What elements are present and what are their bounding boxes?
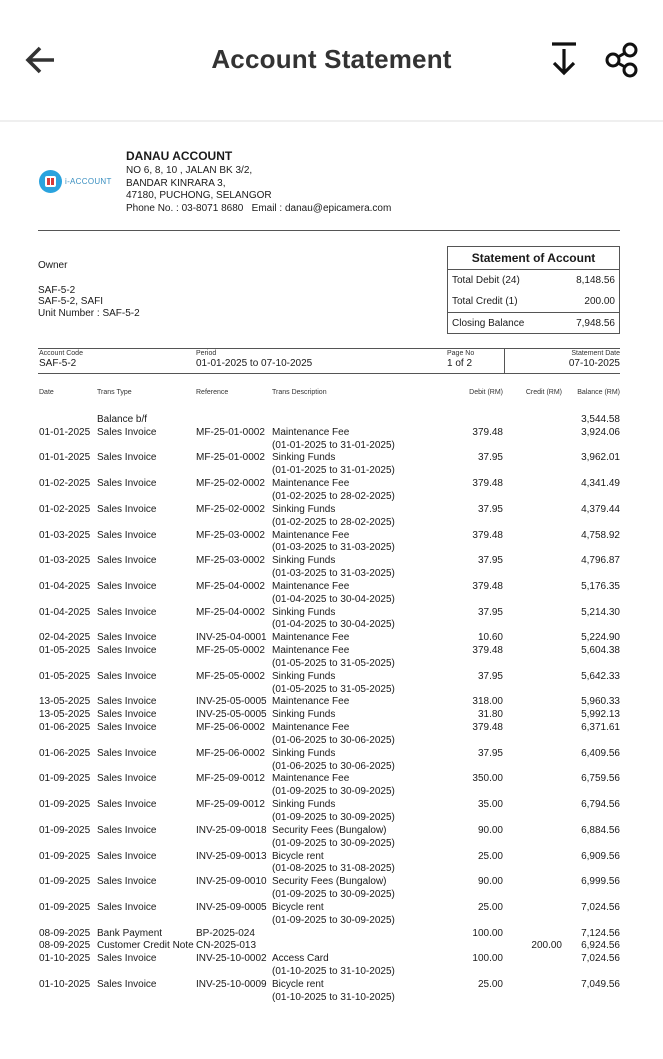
cell-desc2: (01-06-2025 to 30-06-2025)	[272, 734, 395, 746]
cell-balance: 6,759.56	[581, 773, 620, 785]
cell-debit: 37.95	[477, 670, 503, 682]
table-row	[38, 953, 620, 979]
cell-balance: 6,371.61	[581, 722, 620, 734]
cell-balance: 4,341.49	[581, 478, 620, 490]
period-value: 01-01-2025 to 07-10-2025	[196, 358, 313, 369]
table-row	[38, 414, 620, 427]
download-button[interactable]	[545, 40, 585, 80]
cell-balance: 5,176.35	[581, 580, 620, 592]
cell-debit: 100.00	[472, 953, 503, 965]
cell-ref: INV-25-10-0002	[196, 953, 267, 965]
cell-type: Sales Invoice	[97, 824, 157, 836]
cell-desc2: (01-10-2025 to 31-10-2025)	[272, 991, 395, 1003]
cell-type: Sales Invoice	[97, 670, 157, 682]
owner-line: Unit Number : SAF-5-2	[38, 307, 140, 319]
col-type: Trans Type	[97, 389, 132, 396]
cell-type: Sales Invoice	[97, 722, 157, 734]
cell-desc: Maintenance Fee	[272, 478, 350, 490]
page-cell	[447, 350, 474, 369]
cell-balance: 4,796.87	[581, 555, 620, 567]
cell-desc2: (01-08-2025 to 31-08-2025)	[272, 863, 395, 875]
cell-desc: Sinking Funds	[272, 452, 336, 464]
table-row	[38, 928, 620, 941]
col-debit: Debit (RM)	[469, 389, 503, 396]
cell-balance: 5,604.38	[581, 645, 620, 657]
cell-date: 01-10-2025	[39, 978, 91, 990]
cell-ref: MF-25-03-0002	[196, 555, 265, 567]
cell-ref: MF-25-01-0002	[196, 426, 265, 438]
cell-desc: Sinking Funds	[272, 606, 336, 618]
cell-balance: 7,024.56	[581, 953, 620, 965]
summary-label: Closing Balance	[452, 317, 525, 329]
address-line: NO 6, 8, 10 , JALAN BK 3/2,	[126, 165, 253, 177]
cell-debit: 25.00	[477, 978, 503, 990]
cell-debit: 90.00	[477, 824, 503, 836]
cell-type: Sales Invoice	[97, 978, 157, 990]
cell-desc: Maintenance Fee	[272, 580, 350, 592]
cell-date: 01-10-2025	[39, 953, 91, 965]
cell-balance: 5,992.13	[581, 709, 620, 721]
cell-balance: 5,642.33	[581, 670, 620, 682]
cell-type: Sales Invoice	[97, 503, 157, 515]
cell-desc: Maintenance Fee	[272, 645, 350, 657]
cell-ref: CN-2025-013	[196, 940, 257, 952]
cell-desc2: (01-04-2025 to 30-04-2025)	[272, 619, 395, 631]
cell-debit: 90.00	[477, 876, 503, 888]
cell-desc2: (01-09-2025 to 30-09-2025)	[272, 811, 395, 823]
cell-desc2: (01-05-2025 to 31-05-2025)	[272, 683, 395, 695]
cell-type: Sales Invoice	[97, 426, 157, 438]
cell-type: Sales Invoice	[97, 953, 157, 965]
cell-debit: 379.48	[472, 722, 503, 734]
table-row	[38, 530, 620, 556]
cell-type: Sales Invoice	[97, 580, 157, 592]
cell-desc: Sinking Funds	[272, 747, 336, 759]
col-credit: Credit (RM)	[525, 389, 562, 396]
cell-date: 01-01-2025	[39, 452, 91, 464]
cell-date: 01-03-2025	[39, 555, 91, 567]
cell-desc: Maintenance Fee	[272, 722, 350, 734]
table-row	[38, 607, 620, 633]
cell-debit: 25.00	[477, 850, 503, 862]
cell-balance: 3,962.01	[581, 452, 620, 464]
statement-date-cell	[569, 350, 620, 369]
cell-ref: MF-25-05-0002	[196, 670, 265, 682]
page-value: 1 of 2	[447, 358, 473, 369]
cell-balance: 3,544.58	[581, 414, 620, 425]
table-row	[38, 902, 620, 928]
cell-desc: Maintenance Fee	[272, 696, 350, 708]
table-row	[38, 979, 620, 1005]
cell-credit: 200.00	[531, 940, 562, 952]
cell-balance: 4,379.44	[581, 503, 620, 515]
table-row	[38, 581, 620, 607]
table-row	[38, 851, 620, 877]
cell-balance: 3,924.06	[581, 426, 620, 438]
cell-debit: 350.00	[472, 773, 503, 785]
cell-desc: Sinking Funds	[272, 709, 336, 721]
cell-ref: MF-25-02-0002	[196, 503, 265, 515]
cell-ref: MF-25-06-0002	[196, 747, 265, 759]
cell-type: Sales Invoice	[97, 645, 157, 657]
cell-balance: 7,049.56	[581, 978, 620, 990]
account-code-value: SAF-5-2	[39, 358, 77, 369]
cell-ref: MF-25-02-0002	[196, 478, 265, 490]
cell-type: Sales Invoice	[97, 696, 157, 708]
cell-type: Sales Invoice	[97, 555, 157, 567]
owner-line: SAF-5-2, SAFI	[38, 296, 104, 307]
cell-desc: Maintenance Fee	[272, 632, 350, 644]
cell-debit: 379.48	[472, 645, 503, 657]
cell-desc2: (01-09-2025 to 30-09-2025)	[272, 837, 395, 849]
header-rule	[38, 230, 620, 231]
cell-desc2: (01-03-2025 to 31-03-2025)	[272, 542, 395, 554]
cell-desc: Access Card	[272, 953, 329, 965]
cell-type: Sales Invoice	[97, 709, 157, 721]
cell-debit: 318.00	[472, 696, 503, 708]
cell-ref: BP-2025-024	[196, 927, 255, 939]
owner-label: Owner	[38, 260, 68, 271]
table-row	[38, 748, 620, 774]
cell-date: 01-04-2025	[39, 580, 91, 592]
table-row	[38, 645, 620, 671]
table-row	[38, 709, 620, 722]
cell-debit: 379.48	[472, 529, 503, 541]
cell-desc2: (01-01-2025 to 31-01-2025)	[272, 465, 395, 477]
cell-desc2: (01-02-2025 to 28-02-2025)	[272, 516, 395, 528]
address-line: BANDAR KINRARA 3,	[126, 177, 226, 189]
cell-balance: 5,214.30	[581, 606, 620, 618]
cell-desc2: (01-09-2025 to 30-09-2025)	[272, 914, 395, 926]
cell-ref: INV-25-05-0005	[196, 709, 267, 721]
cell-balance: 7,024.56	[581, 901, 620, 913]
cell-balance: 4,758.92	[581, 529, 620, 541]
cell-date: 01-05-2025	[39, 645, 91, 657]
cell-desc2: (01-04-2025 to 30-04-2025)	[272, 593, 395, 605]
cell-type: Sales Invoice	[97, 632, 157, 644]
cell-debit: 35.00	[477, 799, 503, 811]
cell-desc2: (01-05-2025 to 31-05-2025)	[272, 657, 395, 669]
summary-value: 200.00	[584, 296, 615, 307]
cell-debit: 37.95	[477, 555, 503, 567]
cell-date: 01-04-2025	[39, 606, 91, 618]
cell-type: Bank Payment	[97, 927, 163, 939]
period-cell	[196, 350, 312, 369]
cell-type: Sales Invoice	[97, 606, 157, 618]
statement-date-label: Statement Date	[571, 350, 620, 357]
cell-type: Sales Invoice	[97, 850, 157, 862]
table-row	[38, 427, 620, 453]
summary-row-debit	[448, 270, 619, 291]
table-row	[38, 722, 620, 748]
cell-ref: INV-25-05-0005	[196, 696, 267, 708]
download-icon	[545, 40, 585, 80]
cell-type: Customer Credit Note	[97, 940, 194, 952]
cell-debit: 379.48	[472, 478, 503, 490]
cell-debit: 25.00	[477, 901, 503, 913]
cell-date: 08-09-2025	[39, 940, 91, 952]
cell-balance: 6,924.56	[581, 940, 620, 952]
summary-row-credit	[448, 291, 619, 312]
cell-date: 13-05-2025	[39, 709, 91, 721]
cell-desc2: (01-09-2025 to 30-09-2025)	[272, 786, 395, 798]
cell-balance: 6,884.56	[581, 824, 620, 836]
company-contact: Phone No. : 03-8071 8680 Email : danau@epicamera.com	[126, 202, 392, 214]
owner-line: SAF-5-2	[38, 284, 76, 296]
cell-date: 01-09-2025	[39, 799, 91, 811]
logo-icon	[39, 170, 62, 193]
cell-desc: Security Fees (Bungalow)	[272, 824, 387, 836]
table-row	[38, 876, 620, 902]
cell-ref: INV-25-10-0009	[196, 978, 267, 990]
cell-desc: Sinking Funds	[272, 503, 336, 515]
cell-ref: INV-25-09-0018	[196, 824, 267, 836]
cell-debit: 379.48	[472, 426, 503, 438]
cell-ref: INV-25-09-0013	[196, 850, 267, 862]
cell-type: Sales Invoice	[97, 901, 157, 913]
table-row	[38, 696, 620, 709]
table-header	[38, 389, 620, 399]
cell-debit: 37.95	[477, 503, 503, 515]
col-balance: Balance (RM)	[577, 389, 620, 396]
table-row	[38, 478, 620, 504]
cell-type: Sales Invoice	[97, 799, 157, 811]
summary-value: 7,948.56	[576, 317, 615, 329]
table-row	[38, 799, 620, 825]
cell-ref: MF-25-04-0002	[196, 606, 265, 618]
cell-balance: 6,409.56	[581, 747, 620, 759]
cell-type: Sales Invoice	[97, 478, 157, 490]
cell-desc: Maintenance Fee	[272, 529, 350, 541]
summary-title: Statement of Account	[448, 247, 619, 270]
cell-date: 01-06-2025	[39, 747, 91, 759]
col-desc: Trans Description	[272, 389, 327, 396]
cell-balance: 6,999.56	[581, 876, 620, 888]
cell-desc: Security Fees (Bungalow)	[272, 876, 387, 888]
app-bar	[0, 0, 663, 120]
table-row	[38, 504, 620, 530]
cell-desc2: (01-02-2025 to 28-02-2025)	[272, 490, 395, 502]
table-row	[38, 632, 620, 645]
cell-ref: MF-25-05-0002	[196, 645, 265, 657]
company-name: DANAU ACCOUNT	[126, 149, 233, 163]
cell-ref: MF-25-09-0012	[196, 773, 265, 785]
cell-type: Balance b/f	[97, 414, 148, 425]
summary-value: 8,148.56	[576, 275, 615, 286]
table-row	[38, 555, 620, 581]
cell-date: 01-09-2025	[39, 824, 91, 836]
cell-debit: 10.60	[477, 632, 503, 644]
cell-ref: MF-25-04-0002	[196, 580, 265, 592]
cell-debit: 100.00	[472, 927, 503, 939]
table-row	[38, 773, 620, 799]
cell-ref: INV-25-09-0005	[196, 901, 267, 913]
cell-desc: Sinking Funds	[272, 670, 336, 682]
cell-date: 01-03-2025	[39, 529, 91, 541]
account-info-bar	[38, 348, 620, 374]
cell-date: 01-09-2025	[39, 850, 91, 862]
info-separator	[504, 349, 505, 373]
cell-type: Sales Invoice	[97, 876, 157, 888]
cell-balance: 5,960.33	[581, 696, 620, 708]
logo-text: i-ACCOUNT	[65, 177, 112, 186]
cell-ref: MF-25-09-0012	[196, 799, 265, 811]
share-button[interactable]	[603, 40, 643, 80]
cell-desc: Maintenance Fee	[272, 426, 350, 438]
statement-document	[0, 122, 663, 1059]
share-icon	[603, 40, 643, 80]
cell-date: 01-05-2025	[39, 670, 91, 682]
cell-ref: INV-25-09-0010	[196, 876, 267, 888]
account-code-label: Account Code	[39, 350, 83, 357]
address-line: 47180, PUCHONG, SELANGOR	[126, 190, 272, 202]
cell-desc2: (01-01-2025 to 31-01-2025)	[272, 439, 395, 451]
cell-desc: Bicycle rent	[272, 901, 324, 913]
cell-date: 01-09-2025	[39, 901, 91, 913]
cell-debit: 379.48	[472, 580, 503, 592]
cell-type: Sales Invoice	[97, 529, 157, 541]
company-info	[126, 150, 391, 215]
col-date: Date	[39, 389, 54, 396]
cell-balance: 5,224.90	[581, 632, 620, 644]
col-ref: Reference	[196, 389, 229, 396]
cell-balance: 6,794.56	[581, 799, 620, 811]
cell-ref: INV-25-04-0001	[196, 632, 267, 644]
summary-label: Total Credit (1)	[452, 296, 518, 307]
cell-type: Sales Invoice	[97, 747, 157, 759]
page-label: Page No	[447, 350, 475, 357]
cell-debit: 37.95	[477, 452, 503, 464]
cell-balance: 6,909.56	[581, 850, 620, 862]
cell-debit: 37.95	[477, 747, 503, 759]
owner-block	[38, 260, 140, 319]
company-logo	[39, 170, 112, 193]
cell-debit: 31.80	[477, 709, 503, 721]
cell-desc: Sinking Funds	[272, 555, 336, 567]
table-row	[38, 940, 620, 953]
cell-ref: MF-25-06-0002	[196, 722, 265, 734]
cell-desc: Bicycle rent	[272, 978, 324, 990]
table-row	[38, 671, 620, 697]
cell-desc: Bicycle rent	[272, 850, 324, 862]
cell-date: 01-02-2025	[39, 478, 91, 490]
cell-date: 01-09-2025	[39, 876, 91, 888]
period-label: Period	[196, 350, 217, 357]
account-code-cell	[39, 350, 83, 369]
statement-summary-box	[447, 246, 620, 334]
cell-type: Sales Invoice	[97, 773, 157, 785]
cell-debit: 37.95	[477, 606, 503, 618]
summary-row-closing	[448, 312, 619, 333]
cell-date: 08-09-2025	[39, 927, 91, 939]
cell-date: 01-09-2025	[39, 773, 91, 785]
transactions-table	[38, 414, 620, 1005]
cell-date: 01-06-2025	[39, 722, 91, 734]
page-title: Account Statement	[211, 44, 452, 74]
cell-desc: Maintenance Fee	[272, 773, 350, 785]
cell-date: 01-01-2025	[39, 426, 91, 438]
statement-date-value: 07-10-2025	[568, 358, 620, 369]
cell-desc2: (01-10-2025 to 31-10-2025)	[272, 965, 395, 977]
cell-balance: 7,124.56	[581, 927, 620, 939]
cell-desc2: (01-09-2025 to 30-09-2025)	[272, 888, 395, 900]
table-row	[38, 452, 620, 478]
cell-ref: MF-25-01-0002	[196, 452, 265, 464]
cell-date: 13-05-2025	[39, 696, 91, 708]
table-row	[38, 825, 620, 851]
cell-ref: MF-25-03-0002	[196, 529, 265, 541]
cell-desc: Sinking Funds	[272, 799, 336, 811]
cell-desc2: (01-06-2025 to 30-06-2025)	[272, 760, 395, 772]
cell-date: 01-02-2025	[39, 503, 91, 515]
summary-label: Total Debit (24)	[452, 275, 520, 286]
cell-date: 02-04-2025	[39, 632, 91, 644]
cell-type: Sales Invoice	[97, 452, 157, 464]
cell-desc2: (01-03-2025 to 31-03-2025)	[272, 568, 395, 580]
